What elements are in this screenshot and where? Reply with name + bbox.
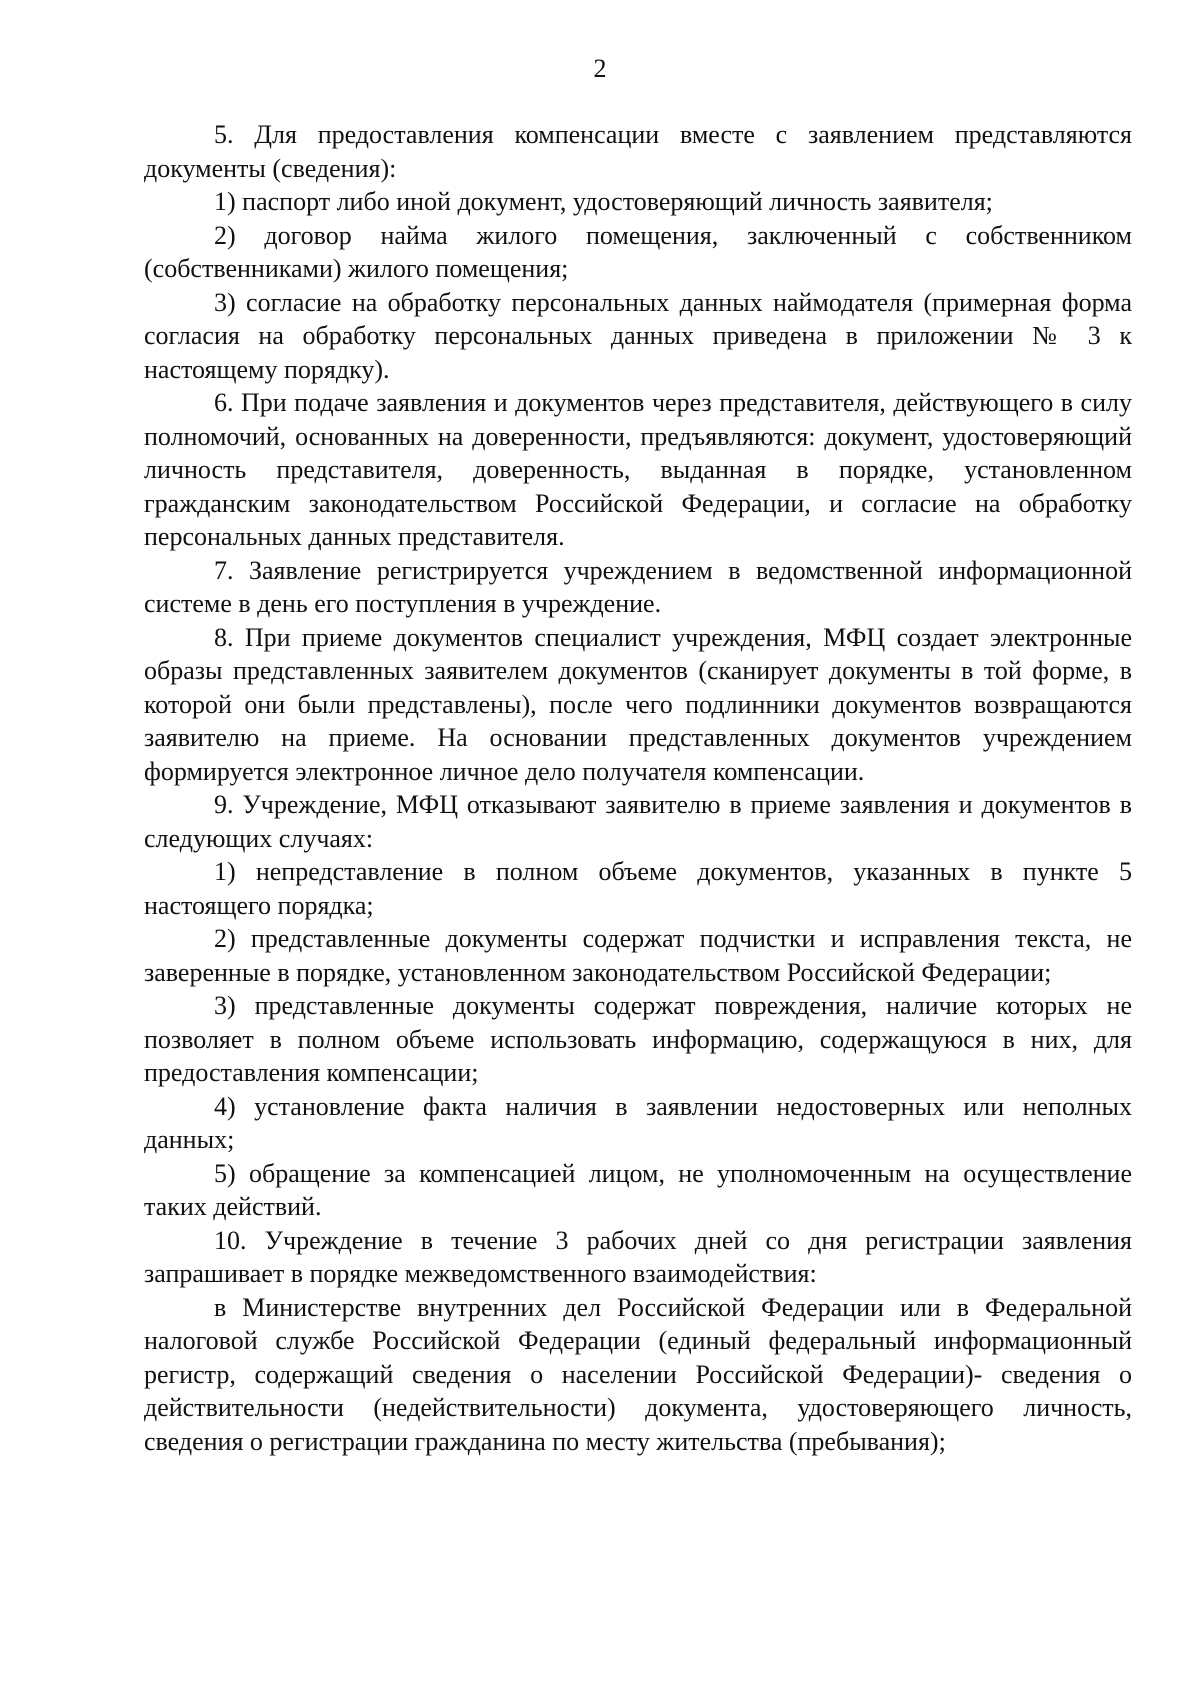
paragraph-8: 8. При приеме документов специалист учреждения, МФЦ создает электронные образы представленных заявителем документов (сканирует документы в той форме, в которой они были представлены), после чего подлинники документов возвращаются заявителю на приеме. На основании представленных документов учреждением формируется электронное личное дело получателя компенсации. xyxy=(144,622,1132,786)
paragraph-5: 5. Для предоставления компенсации вместе с заявлением представляются документы (сведения): xyxy=(144,120,1132,183)
paragraph-9-item-1: 1) непредставление в полном объеме документов, указанных в пункте 5 настоящего порядка; xyxy=(144,857,1132,920)
paragraph-9-item-2: 2) представленные документы содержат подчистки и исправления текста, не заверенные в порядке, установленном законодательством Российской Федерации; xyxy=(144,924,1132,987)
paragraph-10: 10. Учреждение в течение 3 рабочих дней со дня регистрации заявления запрашивает в порядке межведомственного взаимодействия: xyxy=(144,1225,1132,1288)
paragraph-6: 6. При подаче заявления и документов через представителя, действующего в силу полномочий, основанных на доверенности, предъявляются: документ, удостоверяющий личность представителя, доверенность, выданная в порядке, установленном гражданским законодательством Российской Федерации, и согласие на обработку персональных данных представителя. xyxy=(144,388,1132,551)
paragraph-7: 7. Заявление регистрируется учреждением в ведомственной информационной системе в день его поступления в учреждение. xyxy=(144,555,1132,618)
paragraph-5-item-2: 2) договор найма жилого помещения, заключенный с собственником (собственниками) жилого помещения; xyxy=(144,220,1132,283)
page-number: 2 xyxy=(593,54,607,83)
paragraph-5-item-1: 1) паспорт либо иной документ, удостоверяющий личность заявителя; xyxy=(214,187,993,216)
paragraph-9-item-3: 3) представленные документы содержат повреждения, наличие которых не позволяет в полном объеме использовать информацию, содержащуюся в них, для предоставления компенсации; xyxy=(144,991,1132,1087)
paragraph-9-item-5: 5) обращение за компенсацией лицом, не уполномоченным на осуществление таких действий. xyxy=(144,1158,1132,1221)
paragraph-9-item-4: 4) установление факта наличия в заявлении недостоверных или неполных данных; xyxy=(144,1091,1132,1154)
document-body xyxy=(144,118,1132,1458)
paragraph-9: 9. Учреждение, МФЦ отказывают заявителю в приеме заявления и документов в следующих случаях: xyxy=(144,790,1132,853)
paragraph-10-item-mvd: в Министерстве внутренних дел Российской Федерации или в Федеральной налоговой службе Российской Федерации (единый федеральный информационный регистр, содержащий сведения о населении Российской Федерации)- сведения о действительности (недействительности) документа, удостоверяющего личность, сведения о регистрации гражданина по месту жительства (пребывания); xyxy=(144,1292,1132,1456)
paragraph-5-item-3: 3) согласие на обработку персональных данных наймодателя (примерная форма согласия на обработку персональных данных приведена в приложении № 3 к настоящему порядку). xyxy=(144,287,1132,384)
